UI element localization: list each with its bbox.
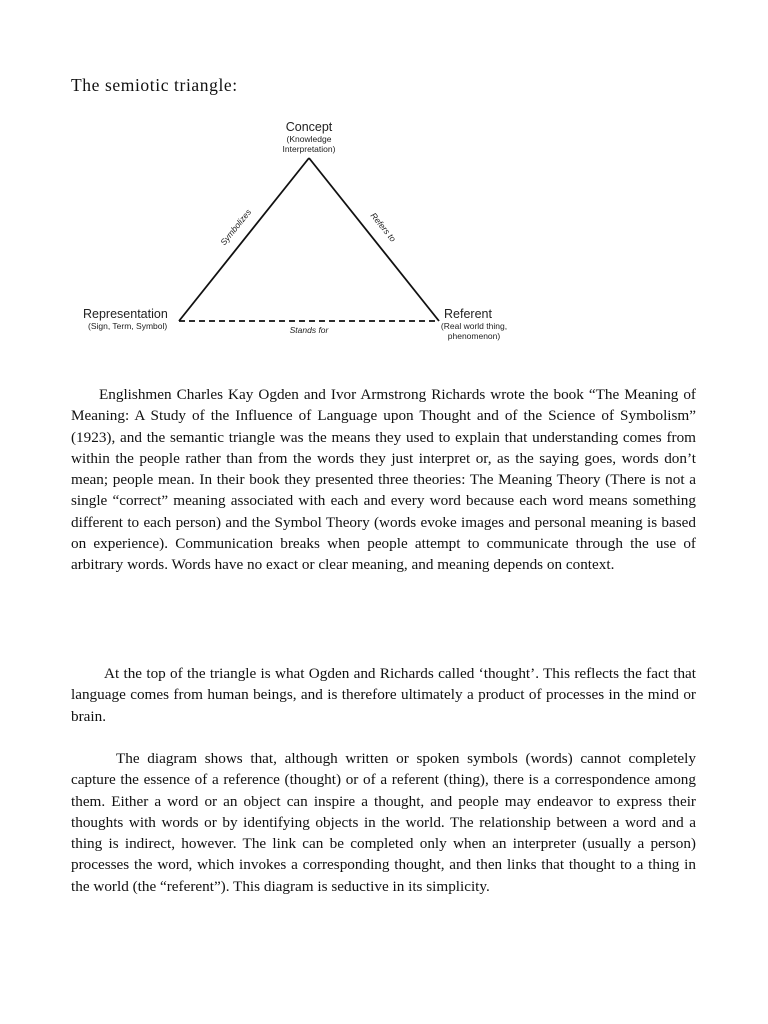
paragraph-ogden-richards: Englishmen Charles Kay Ogden and Ivor Armstrong Richards wrote the book “The Meaning of Meaning: A Study of the Influence of Language upon Thought and of the Science of Symbolism” (1923), and the semantic triangle was the means they used to explain that understanding comes from within the people rather than from the words they just interpret or, as the saying goes, words don’t mean; people mean. In their book they presented three theories: The Meaning Theory (There is not a single “correct” meaning associated with each and every word because each word means something different to each person) and the Symbol Theory (words evoke images and personal meaning is based on experience). Communication breaks when people attempt to communicate through the use of arbitrary words. Words have no exact or clear meaning, and meaning depends on context. bbox=[71, 386, 696, 574]
referent-sublabel-line2: phenomenon) bbox=[447, 331, 501, 341]
paragraph-diagram-explanation: The diagram shows that, although written or spoken symbols (words) cannot completely capture the essence of a reference (thought) or of a referent (thing), there is a correspondence among them. Either a word or an object can inspire a thought, and people may endeavor to express their thoughts with words or by identifying objects in the world. The relationship between a word and a thing is indirect, however. The link can be completed only when an interpreter (usually a person) processes the word, which invokes a corresponding thought, and then links that thought to a thing in the world (the “referent”). This diagram is seductive in its simplicity. bbox=[71, 750, 696, 895]
representation-sublabel: (Sign, Term, Symbol) bbox=[88, 321, 168, 331]
edge-line-symbolizes bbox=[179, 158, 309, 321]
concept-sublabel-line2: Interpretation) bbox=[282, 144, 336, 154]
concept-label: Concept bbox=[285, 120, 333, 134]
referent-label: Referent bbox=[444, 307, 492, 321]
concept-sublabel-line1: (Knowledge bbox=[286, 134, 332, 144]
semiotic-triangle-diagram bbox=[78, 115, 518, 350]
edge-label-stands-for: Stands for bbox=[289, 325, 329, 335]
edge-label-symbolizes: Symbolizes bbox=[218, 207, 254, 248]
representation-label: Representation bbox=[83, 307, 168, 321]
paragraph-thought: At the top of the triangle is what Ogden and Richards called ‘thought’. This reflects the fact that language comes from human beings, and is therefore ultimately a product of processes in the mind or brain. bbox=[71, 665, 696, 725]
referent-sublabel-line1: (Real world thing, bbox=[440, 321, 508, 331]
page-title: The semiotic triangle: bbox=[71, 75, 238, 95]
edge-line-refers-to bbox=[309, 158, 439, 321]
edge-label-refers-to: Refers to bbox=[368, 210, 399, 244]
